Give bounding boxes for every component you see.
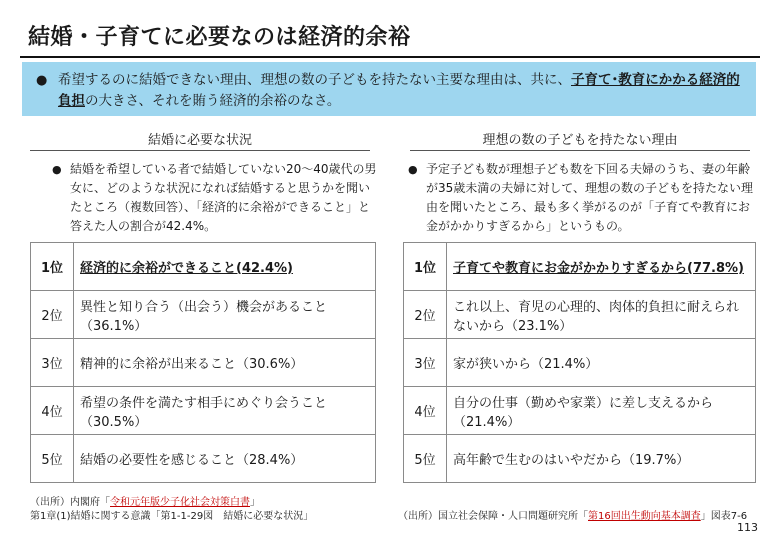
table-row bbox=[404, 435, 756, 483]
table-row bbox=[31, 291, 376, 339]
table-row bbox=[31, 339, 376, 387]
rank-cell: 5位 bbox=[31, 435, 74, 483]
rank-cell: 1位 bbox=[404, 243, 447, 291]
table-row bbox=[404, 243, 756, 291]
reason-cell: 希望の条件を満たす相手にめぐり会うこと（30.5%） bbox=[74, 387, 376, 435]
reason-cell: これ以上、育児の心理的、肉体的負担に耐えられないから（23.1%） bbox=[447, 291, 756, 339]
title-underline bbox=[20, 56, 760, 58]
right-ranking-table bbox=[403, 242, 756, 483]
table-row bbox=[404, 387, 756, 435]
reason-cell bbox=[447, 243, 756, 291]
summary-emphasis: 子育て･教育にかかる経済的負担 bbox=[58, 72, 740, 109]
right-description-text: 予定子ども数が理想子ども数を下回る夫婦のうち、妻の年齢が35歳未満の夫婦に対して、理想の数の子どもを持たない理由を聞いたところ、最も多く挙がるのが「子育てや教育にお金がかかりすぎるから」というもの。 bbox=[426, 162, 754, 233]
rank-cell: 3位 bbox=[31, 339, 74, 387]
left-heading-line bbox=[30, 150, 370, 151]
source-prefix: （出所）内閣府「 bbox=[30, 497, 110, 508]
left-description bbox=[48, 160, 378, 236]
left-description-text: 結婚を希望している者で結婚していない20～40歳代の男女に、どのような状況になれば結婚すると思うかを聞いたところ（複数回答）、「経済的に余裕ができること」と答えた人の割合が42.4%。 bbox=[70, 162, 377, 233]
bullet-icon: ● bbox=[408, 163, 418, 176]
rank-cell: 1位 bbox=[31, 243, 74, 291]
reason-cell: 自分の仕事（勤めや家業）に差し支えるから（21.4%） bbox=[447, 387, 756, 435]
rank-cell: 2位 bbox=[404, 291, 447, 339]
table-row bbox=[404, 291, 756, 339]
left-ranking-table bbox=[30, 242, 376, 483]
table-row bbox=[31, 243, 376, 291]
reason-label: 子育てや教育にお金がかかりすぎるから(77.8%) bbox=[453, 261, 744, 276]
source-suffix: 」 bbox=[250, 497, 260, 508]
bullet-icon: ● bbox=[52, 163, 62, 176]
summary-box bbox=[22, 62, 756, 116]
left-source bbox=[30, 496, 313, 524]
source-link[interactable]: 令和元年版少子化社会対策白書 bbox=[110, 497, 250, 508]
reason-cell: 家が狭いから（21.4%） bbox=[447, 339, 756, 387]
page-number: 113 bbox=[737, 521, 758, 534]
right-source bbox=[398, 510, 747, 524]
page-title: 結婚・子育てに必要なのは経済的余裕 bbox=[28, 25, 411, 50]
left-heading: 結婚に必要な状況 bbox=[147, 133, 252, 148]
rank-cell: 2位 bbox=[31, 291, 74, 339]
source-prefix: （出所）国立社会保障・人口問題研究所「 bbox=[398, 511, 588, 522]
bullet-icon: ● bbox=[36, 73, 48, 88]
table-row bbox=[31, 387, 376, 435]
summary-text-before: 希望するのに結婚できない理由、理想の数の子どもを持たない主要な理由は、共に、 bbox=[58, 72, 571, 88]
table-row bbox=[31, 435, 376, 483]
rank-cell: 4位 bbox=[404, 387, 447, 435]
left-source-line1 bbox=[30, 496, 313, 510]
reason-label: 経済的に余裕ができること(42.4%) bbox=[80, 261, 293, 276]
right-heading-line bbox=[410, 150, 750, 151]
right-heading: 理想の数の子どもを持たない理由 bbox=[482, 133, 678, 148]
left-source-line2: 第1章(1)結婚に関する意識「第1-1-29図 結婚に必要な状況」 bbox=[30, 511, 314, 522]
right-description bbox=[404, 160, 756, 236]
table-row bbox=[404, 339, 756, 387]
source-suffix: 」図表7-6 bbox=[700, 511, 748, 522]
rank-cell: 3位 bbox=[404, 339, 447, 387]
reason-cell: 結婚の必要性を感じること（28.4%） bbox=[74, 435, 376, 483]
rank-cell: 5位 bbox=[404, 435, 447, 483]
reason-cell: 高年齢で生むのはいやだから（19.7%） bbox=[447, 435, 756, 483]
reason-cell: 精神的に余裕が出来ること（30.6%） bbox=[74, 339, 376, 387]
source-link[interactable]: 第16回出生動向基本調査 bbox=[588, 511, 701, 522]
summary-text-after: の大きさ、それを賄う経済的余裕のなさ。 bbox=[85, 93, 341, 109]
reason-cell bbox=[74, 243, 376, 291]
rank-cell: 4位 bbox=[31, 387, 74, 435]
reason-cell: 異性と知り合う（出会う）機会があること（36.1%） bbox=[74, 291, 376, 339]
